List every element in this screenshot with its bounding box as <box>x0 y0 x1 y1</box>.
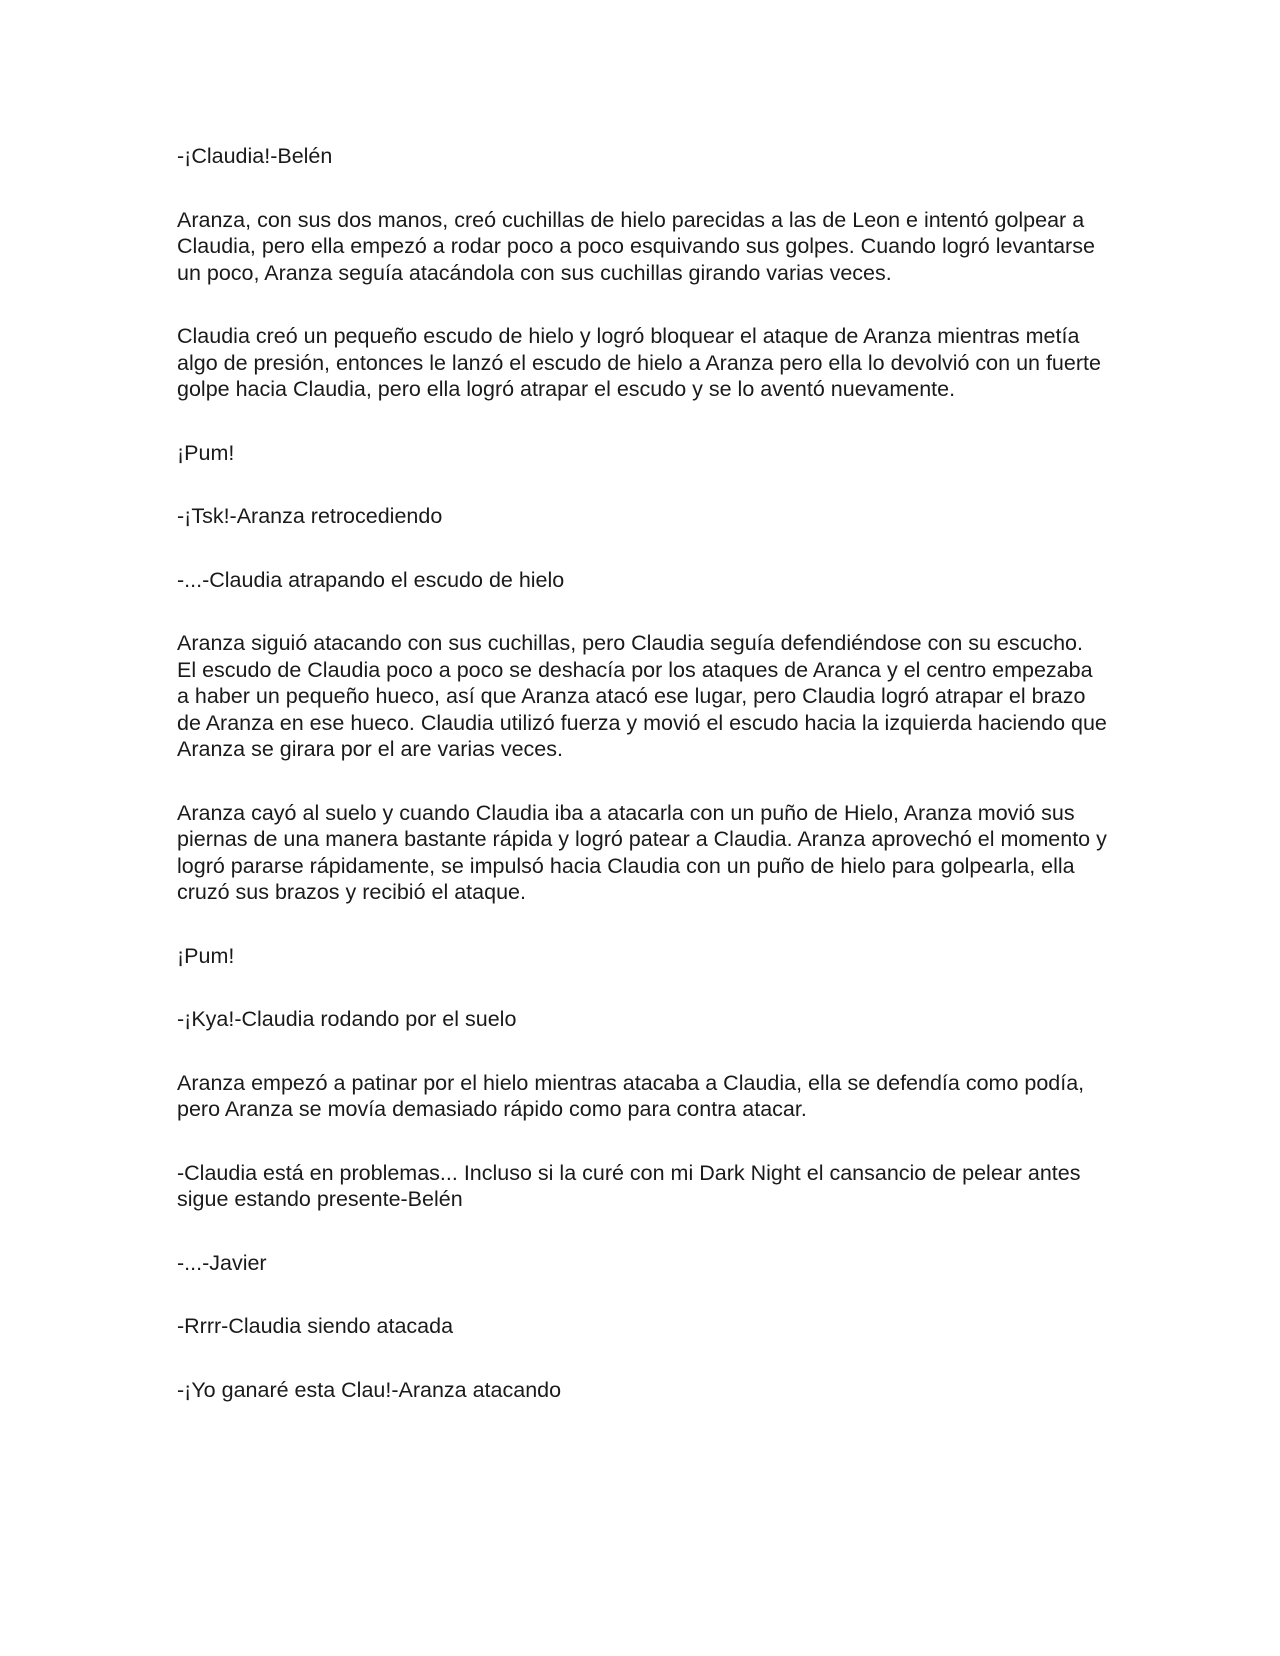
narrative-paragraph: Aranza, con sus dos manos, creó cuchillas de hielo parecidas a las de Leon e intentó golpear a Claudia, pero ella empezó a rodar poco a poco esquivando sus golpes. Cuando logró levantarse un poco, Aranza seguía atacándola con sus cuchillas girando varias veces. <box>177 207 1095 285</box>
dialogue-line: -Rrrr-Claudia siendo atacada <box>177 1314 454 1338</box>
narrative-paragraph: Aranza cayó al suelo y cuando Claudia iba a atacarla con un puño de Hielo, Aranza movió sus piernas de una manera bastante rápida y logró patear a Claudia. Aranza aprovechó el momento y logró pararse rápidamente, se impulsó hacia Claudia con un puño de hielo para golpearla, ella cruzó sus brazos y recibió el ataque. <box>177 800 1107 904</box>
dialogue-line: -Claudia está en problemas... Incluso si la curé con mi Dark Night el cansancio de pelear antes sigue estando presente-Belén <box>177 1160 1081 1211</box>
document-body <box>177 143 1107 1403</box>
narrative-paragraph: Aranza siguió atacando con sus cuchillas, pero Claudia seguía defendiéndose con su escucho. El escudo de Claudia poco a poco se deshacía por los ataques de Aranca y el centro empezaba a haber un pequeño hueco, así que Aranza atacó ese lugar, pero Claudia logró atrapar el brazo de Aranza en ese hueco. Claudia utilizó fuerza y movió el escudo hacia la izquierda haciendo que Aranza se girara por el are varias veces. <box>177 631 1107 761</box>
dialogue-line: -¡Kya!-Claudia rodando por el suelo <box>177 1007 517 1031</box>
dialogue-line: -¡Claudia!-Belén <box>177 144 333 168</box>
narrative-paragraph: Aranza empezó a patinar por el hielo mientras atacaba a Claudia, ella se defendía como podía, pero Aranza se movía demasiado rápido como para contra atacar. <box>177 1070 1085 1121</box>
dialogue-line: -¡Yo ganaré esta Clau!-Aranza atacando <box>177 1377 562 1402</box>
sound-effect: ¡Pum! <box>177 440 235 465</box>
sound-effect: ¡Pum! <box>177 943 235 968</box>
dialogue-line: -¡Tsk!-Aranza retrocediendo <box>177 504 443 528</box>
narrative-paragraph: Claudia creó un pequeño escudo de hielo y logró bloquear el ataque de Aranza mientras metía algo de presión, entonces le lanzó el escudo de hielo a Aranza pero ella lo devolvió con un fuerte golpe hacia Claudia, pero ella logró atrapar el escudo y se lo aventó nuevamente. <box>177 324 1101 401</box>
dialogue-line: -...-Javier <box>177 1250 267 1275</box>
dialogue-line: -...-Claudia atrapando el escudo de hielo <box>177 567 565 592</box>
